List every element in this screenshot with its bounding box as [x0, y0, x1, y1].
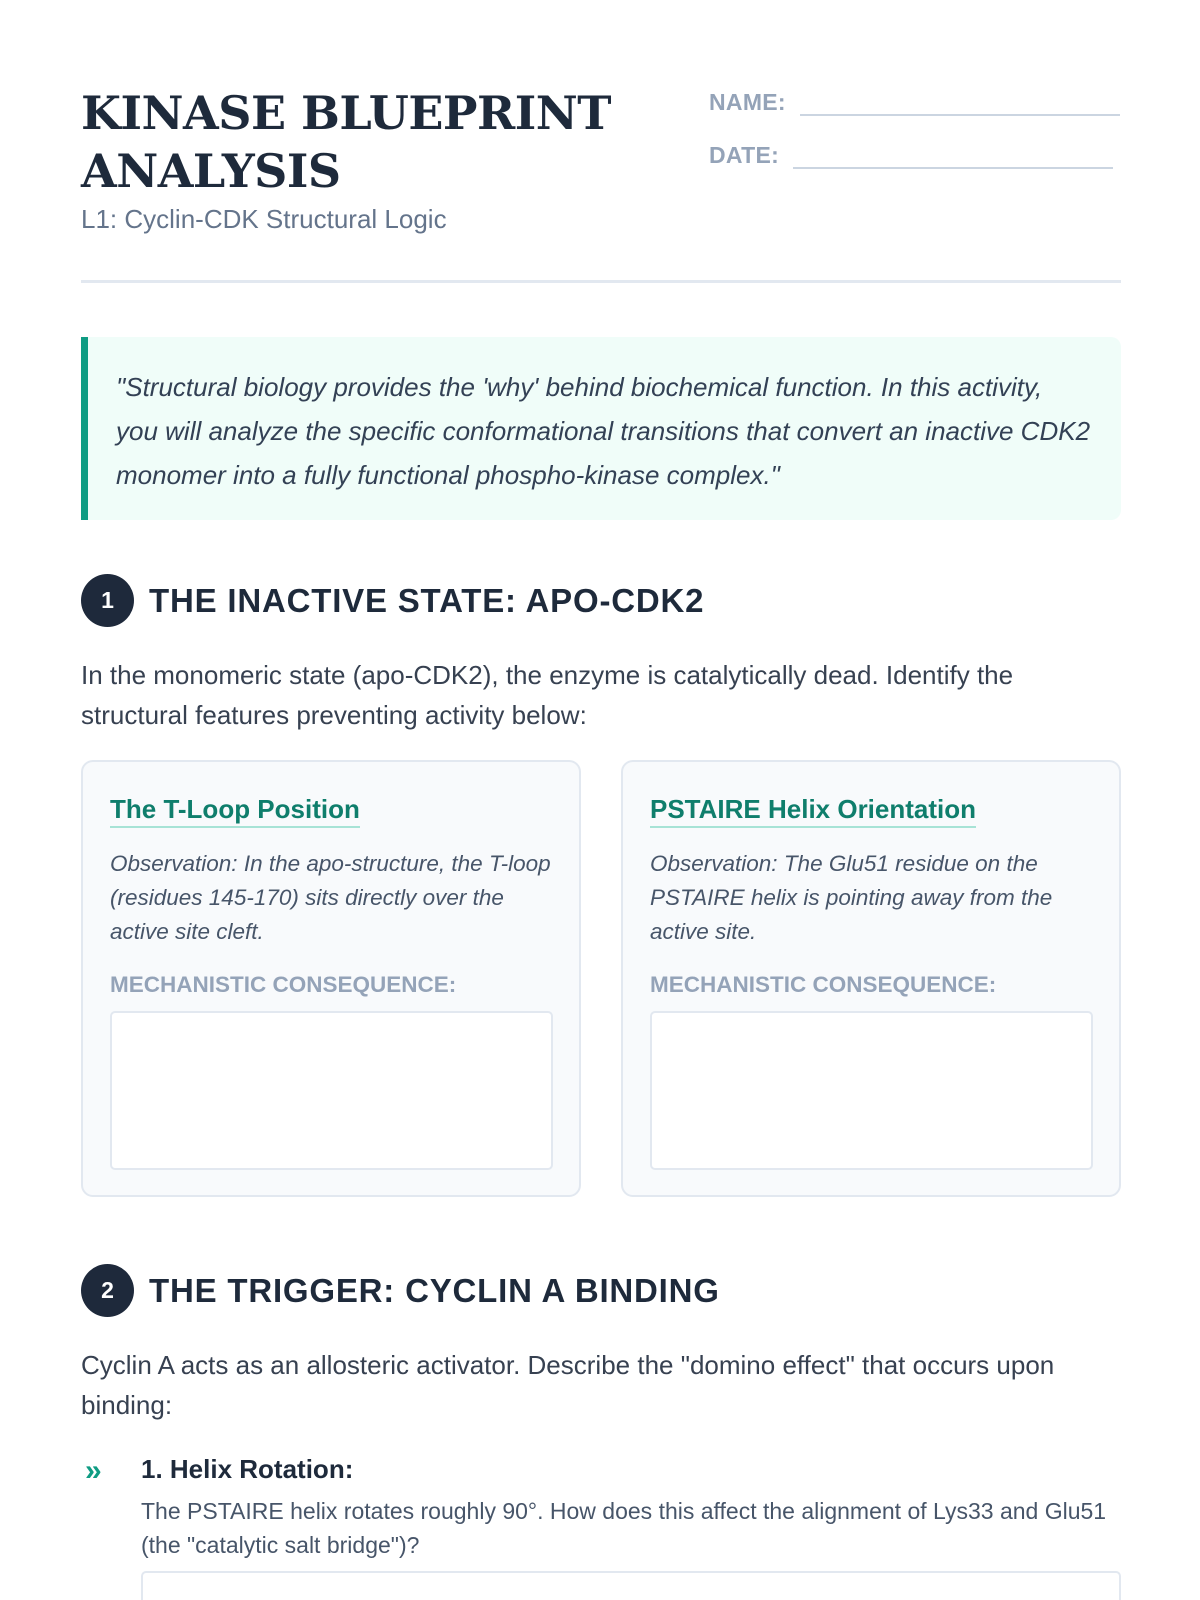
section-2-instructions: Cyclin A acts as an allosteric activator. Describe the "domino effect" that occurs upon binding: [81, 1350, 1055, 1420]
mechanistic-consequence-answer-box[interactable] [650, 1011, 1093, 1170]
date-label: DATE: [709, 142, 780, 168]
section-1-heading [81, 574, 704, 627]
page-subtitle: L1: Cyclin-CDK Structural Logic [81, 204, 447, 234]
section-title: THE INACTIVE STATE: APO-CDK2 [149, 581, 705, 619]
section-2-heading [81, 1264, 720, 1317]
intro-callout [81, 337, 1121, 520]
section-title: THE TRIGGER: CYCLIN A BINDING [149, 1271, 720, 1309]
card-title: The T-Loop Position [110, 794, 360, 828]
intro-quote: "Structural biology provides the 'why' behind biochemical function. In this activity, you will analyze the specific conformational transitions that convert an inactive CDK2 monomer into a fully functional phospho-kinase complex." [116, 372, 1091, 490]
pstaire-helix-card [621, 760, 1121, 1197]
mechanistic-consequence-answer-box[interactable] [110, 1011, 553, 1170]
date-row [709, 133, 1113, 169]
name-row [709, 80, 1120, 116]
worksheet-header [81, 80, 1121, 283]
section-number-badge: 1 [81, 574, 134, 627]
card-observation: Observation: The Glu51 residue on the PSTAIRE helix is pointing away from the active site. [650, 851, 1053, 944]
t-loop-card [81, 760, 581, 1197]
card-answer-label: MECHANISTIC CONSEQUENCE: [650, 972, 997, 997]
double-chevron-right-icon: » [85, 1454, 102, 1487]
name-label: NAME: [709, 89, 786, 115]
helix-rotation-answer-box[interactable] [141, 1571, 1121, 1600]
section-number-badge: 2 [81, 1264, 134, 1317]
card-title: PSTAIRE Helix Orientation [650, 794, 976, 828]
section-1-instructions: In the monomeric state (apo-CDK2), the enzyme is catalytically dead. Identify the structural features preventing activity below: [81, 660, 1014, 730]
card-answer-label: MECHANISTIC CONSEQUENCE: [110, 972, 457, 997]
name-field[interactable] [800, 80, 1120, 116]
step-title: 1. Helix Rotation: [141, 1454, 354, 1484]
page-title: KINASE BLUEPRINT ANALYSIS [81, 86, 612, 198]
step-description: The PSTAIRE helix rotates roughly 90°. How does this affect the alignment of Lys33 and Glu51 (the "catalytic salt bridge")? [141, 1498, 1107, 1558]
date-field[interactable] [793, 133, 1113, 169]
card-observation: Observation: In the apo-structure, the T-loop (residues 145-170) sits directly over the active site cleft. [110, 851, 551, 944]
